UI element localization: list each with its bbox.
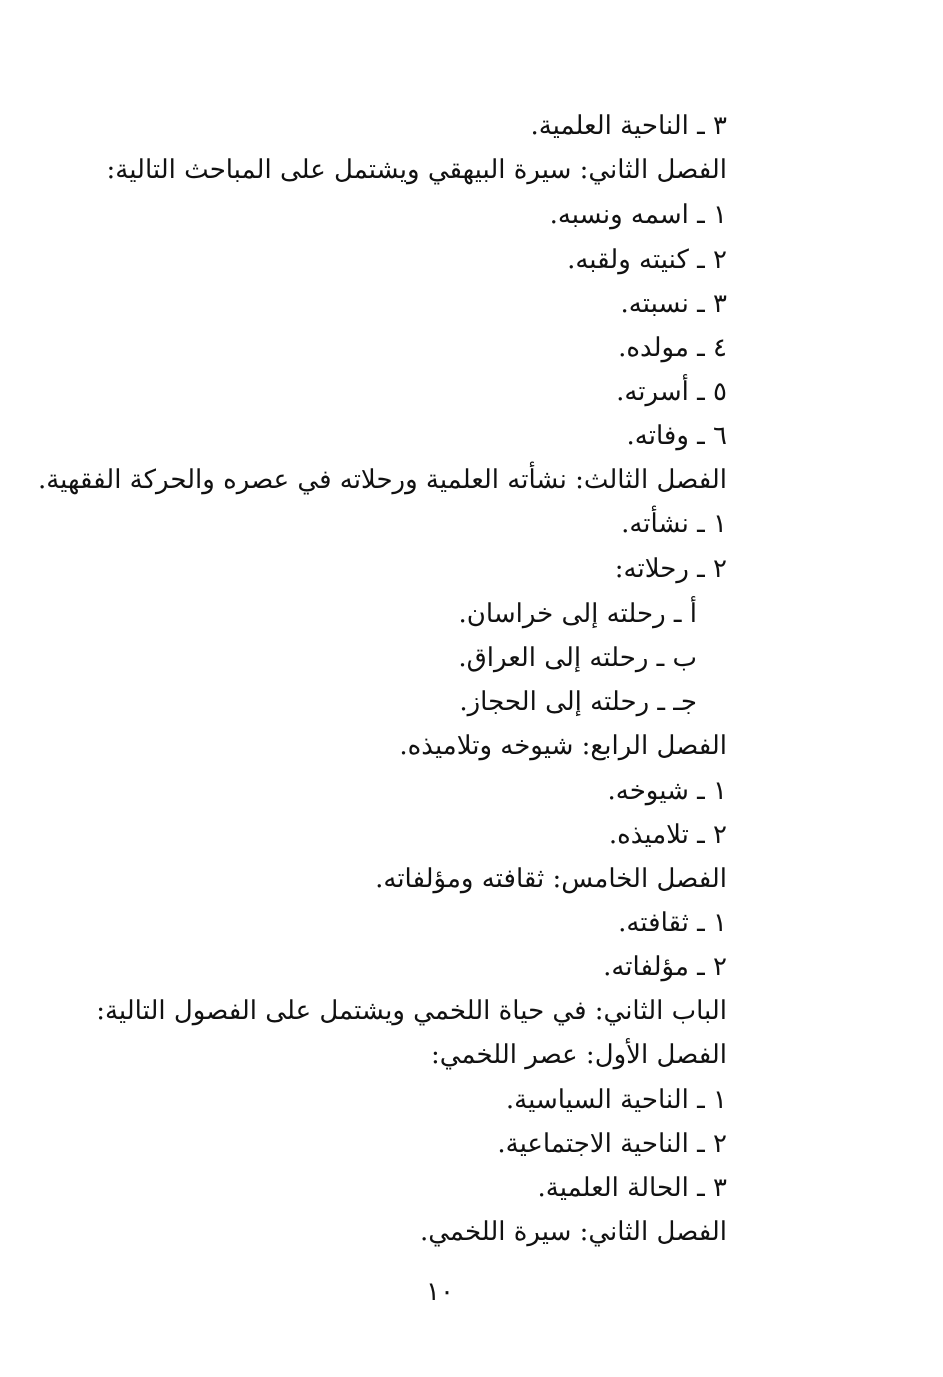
text-line: ٣ ـ نسبته. [620,289,727,319]
text-line: ٤ ـ مولده. [618,333,727,363]
text-line: ٦ ـ وفاته. [626,421,727,451]
sub-item-line: أ ـ رحلته إلى خراسان. [458,599,697,629]
part-heading: الباب الثاني: في حياة اللخمي ويشتمل على الفصول التالية: [96,996,727,1026]
chapter-heading: الفصل الأول: عصر اللخمي: [431,1040,727,1070]
chapter-heading: الفصل الرابع: شيوخه وتلاميذه. [399,731,727,761]
sub-item-line: ب ـ رحلته إلى العراق. [458,643,697,673]
text-line: ١ ـ نشأته. [621,509,727,539]
text-line: ٢ ـ الناحية الاجتماعية. [497,1129,727,1159]
chapter-heading: الفصل الثاني: سيرة اللخمي. [419,1217,727,1247]
text-line: ٥ ـ أسرته. [616,377,727,407]
text-line: ١ ـ اسمه ونسبه. [549,200,727,230]
chapter-heading: الفصل الثالث: نشأته العلمية ورحلاته في عصره والحركة الفقهية. [37,465,727,495]
chapter-heading: الفصل الثاني: سيرة البيهقي ويشتمل على المباحث التالية: [106,155,727,185]
text-line: ١ ـ شيوخه. [607,776,727,806]
text-line: ٢ ـ تلاميذه. [608,820,727,850]
text-line: ٢ ـ كنيته ولقبه. [567,245,727,275]
text-line: ١ ـ ثقافته. [618,908,727,938]
text-line: ٣ ـ الناحية العلمية. [530,111,727,141]
text-line: ٢ ـ رحلاته: [614,554,727,584]
page-number: ١٠ [426,1277,454,1307]
text-line: ٣ ـ الحالة العلمية. [537,1173,727,1203]
sub-item-line: جـ ـ رحلته إلى الحجاز. [459,687,697,717]
text-line: ١ ـ الناحية السياسية. [505,1085,727,1115]
chapter-heading: الفصل الخامس: ثقافته ومؤلفاته. [375,864,727,894]
text-line: ٢ ـ مؤلفاته. [603,952,727,982]
